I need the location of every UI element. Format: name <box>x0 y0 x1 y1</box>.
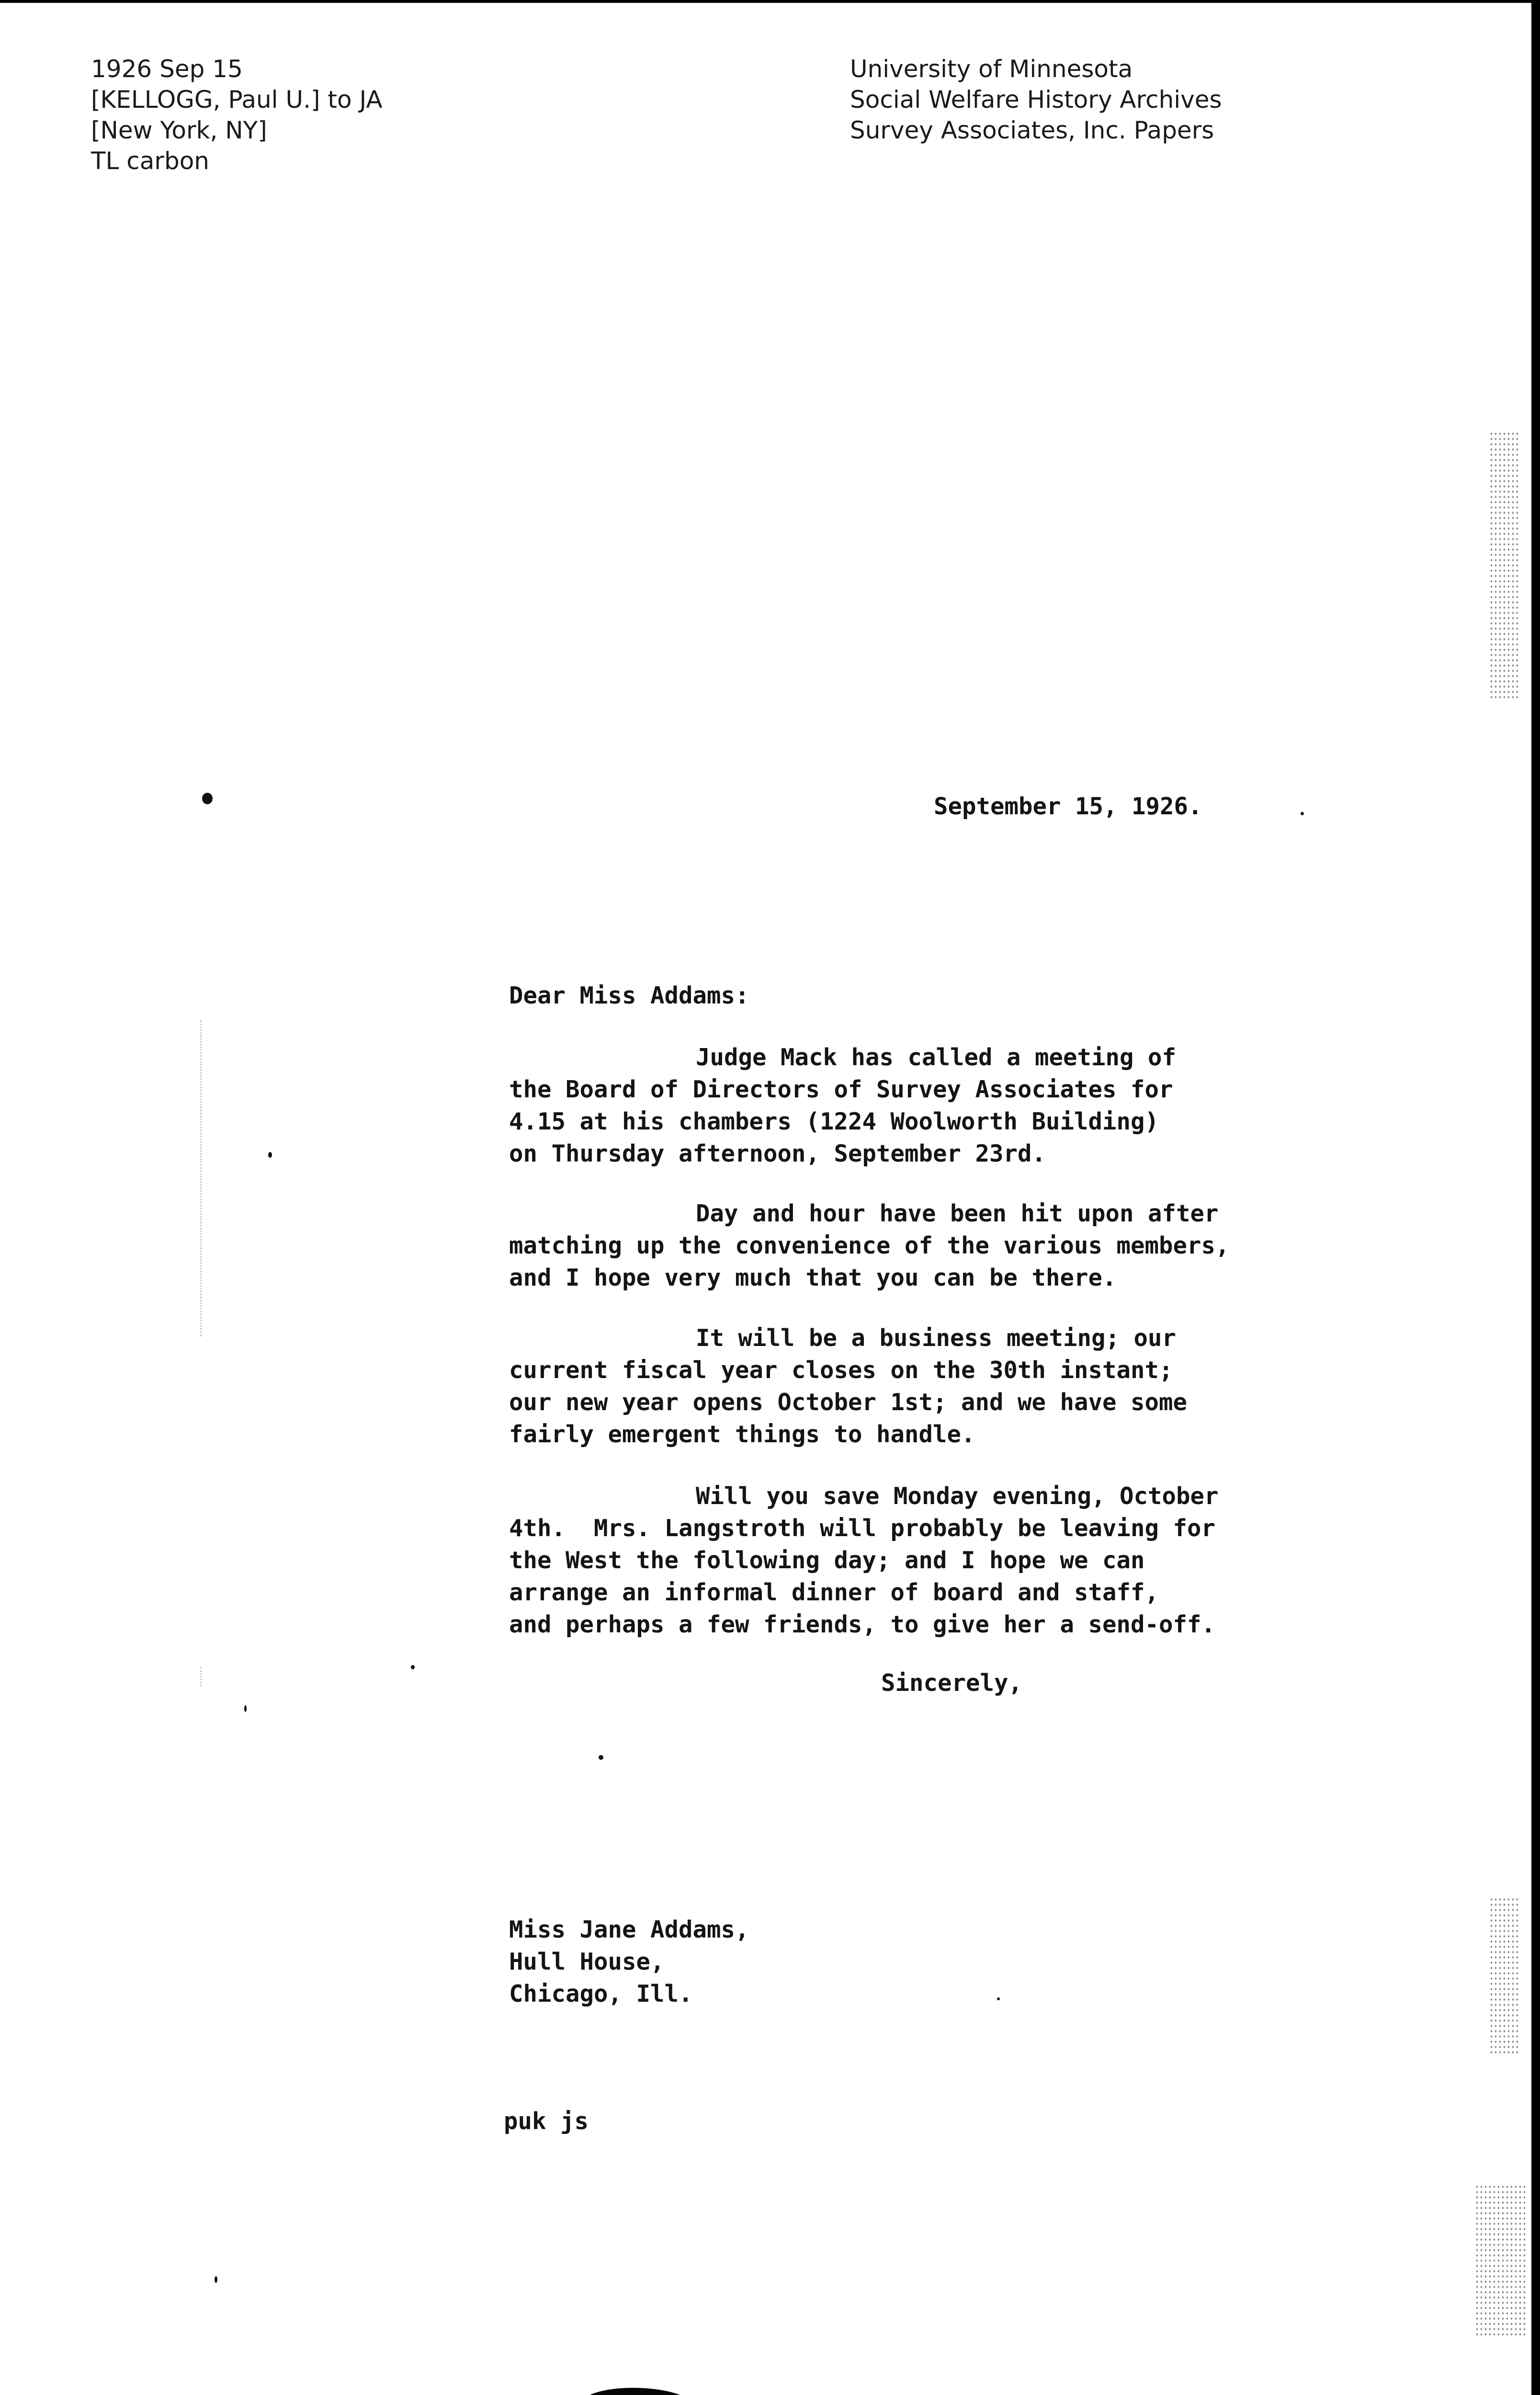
scan-speck <box>599 1755 603 1760</box>
archive-collection: Survey Associates, Inc. Papers <box>850 116 1214 144</box>
scan-speck <box>1301 812 1304 815</box>
catalog-place: [New York, NY] <box>91 116 267 144</box>
scan-speck <box>268 1152 272 1158</box>
letter-paragraph-4 <box>509 1480 1219 1641</box>
paragraph-line: and perhaps a few friends, to give her a send-off. <box>509 1611 1216 1638</box>
paragraph-line: and I hope very much that you can be there. <box>509 1264 1117 1291</box>
scan-ink-blot <box>582 2388 692 2395</box>
catalog-format: TL carbon <box>91 147 209 175</box>
recipient-name: Miss Jane Addams, <box>509 1916 749 1943</box>
scan-speck <box>411 1665 415 1669</box>
scan-edge-noise <box>1489 431 1518 699</box>
paragraph-line: Day and hour have been hit upon after <box>696 1200 1219 1227</box>
scan-speck <box>202 793 213 804</box>
paragraph-line: Will you save Monday evening, October <box>696 1483 1219 1510</box>
letter-paragraph-2 <box>509 1198 1230 1294</box>
letter-salutation: Dear Miss Addams: <box>509 982 749 1009</box>
scan-speck <box>215 2276 217 2283</box>
scan-speck <box>244 1705 247 1712</box>
letter-date: September 15, 1926. <box>934 793 1202 820</box>
scan-border-top <box>0 0 1540 3</box>
paragraph-line: Judge Mack has called a meeting of <box>696 1044 1177 1071</box>
paragraph-line: 4th. Mrs. Langstroth will probably be leaving for <box>509 1515 1216 1542</box>
paragraph-line: arrange an informal dinner of board and staff, <box>509 1579 1159 1606</box>
paragraph-line: our new year opens October 1st; and we have some <box>509 1389 1188 1416</box>
scan-speck <box>997 1997 1000 2000</box>
scan-margin-marks <box>200 1020 221 1336</box>
recipient-street: Hull House, <box>509 1948 665 1975</box>
paragraph-line: current fiscal year closes on the 30th instant; <box>509 1357 1173 1384</box>
letter-closing: Sincerely, <box>881 1669 1023 1697</box>
catalog-date: 1926 Sep 15 <box>91 55 243 83</box>
letter-paragraph-1 <box>509 1041 1176 1170</box>
scan-margin-marks <box>200 1667 221 1686</box>
scan-edge-noise <box>1475 2184 1528 2338</box>
catalog-info-right <box>850 54 1222 146</box>
catalog-info-left <box>91 54 383 176</box>
letter-paragraph-3 <box>509 1322 1187 1450</box>
paragraph-line: the West the following day; and I hope we can <box>509 1547 1145 1574</box>
paragraph-line: fairly emergent things to handle. <box>509 1421 975 1448</box>
paragraph-line: 4.15 at his chambers (1224 Woolworth Building) <box>509 1108 1159 1135</box>
paragraph-line: the Board of Directors of Survey Associates for <box>509 1076 1173 1103</box>
archive-institution: University of Minnesota <box>850 55 1133 83</box>
catalog-correspondents: [KELLOGG, Paul U.] to JA <box>91 86 383 114</box>
paragraph-line: It will be a business meeting; our <box>696 1324 1177 1352</box>
recipient-city: Chicago, Ill. <box>509 1980 693 2007</box>
typist-initials: puk js <box>504 2108 589 2135</box>
archive-name: Social Welfare History Archives <box>850 86 1222 114</box>
paragraph-line: on Thursday afternoon, September 23rd. <box>509 1140 1046 1167</box>
recipient-address <box>509 1914 749 2010</box>
paragraph-line: matching up the convenience of the various members, <box>509 1232 1230 1259</box>
scan-border-right <box>1531 0 1540 2395</box>
scan-edge-noise <box>1489 1897 1518 2055</box>
